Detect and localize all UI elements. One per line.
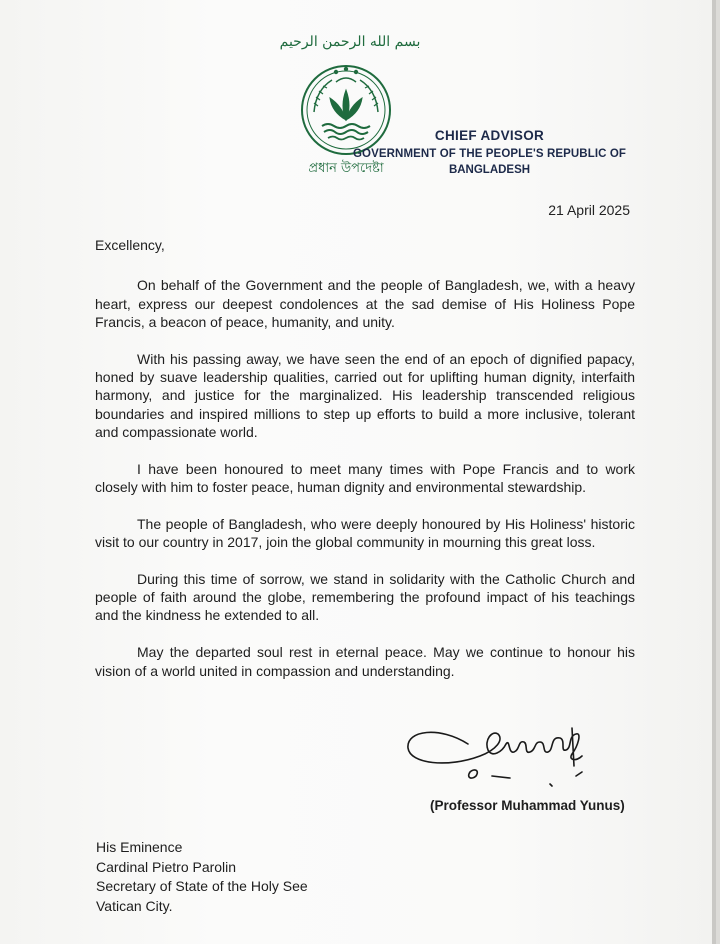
letterhead-government: GOVERNMENT OF THE PEOPLE'S REPUBLIC OF	[353, 148, 626, 160]
signer-name: (Professor Muhammad Yunus)	[430, 798, 625, 813]
body-paragraph: I have been honoured to meet many times with Pope Francis and to work closely with him to foster peace, human dignity and environmental stewardship.	[95, 460, 635, 495]
salutation: Excellency,	[95, 237, 165, 253]
body-paragraph: On behalf of the Government and the people of Bangladesh, we, with a heavy heart, express our deepest condolences at the sad demise of His Holiness Pope Francis, a beacon of peace, humanity, and unity.	[95, 277, 635, 330]
page-edge-shadow	[712, 0, 716, 944]
body-paragraph: May the departed soul rest in eternal peace. May we continue to honour his vision of a world united in compassion and understanding.	[95, 644, 635, 679]
letterhead-title: CHIEF ADVISOR	[434, 128, 545, 143]
letterhead	[353, 128, 626, 176]
letterhead-country: BANGLADESH	[448, 164, 531, 176]
recipient-line: Cardinal Pietro Parolin	[96, 858, 237, 875]
recipient-address	[96, 838, 308, 916]
recipient-line: Secretary of State of the Holy See	[96, 878, 308, 895]
body-paragraph: With his passing away, we have seen the end of an epoch of dignified papacy, honed by suave leadership qualities, carried out for uplifting human dignity, interfaith harmony, and justice for the marginalized. His leadership transcended religious boundaries and inspired millions to step up efforts to build a more inclusive, tolerant and compassionate world.	[95, 350, 635, 440]
recipient-line: Vatican City.	[96, 897, 173, 914]
body-paragraph: The people of Bangladesh, who were deeply honoured by His Holiness' historic visit to our country in 2017, join the global community in mourning this great loss.	[95, 515, 635, 551]
body-paragraph: During this time of sorrow, we stand in solidarity with the Catholic Church and people of faith around the globe, remembering the profound impact of his teachings and the kindness he extended to all.	[95, 570, 635, 624]
recipient-line: His Eminence	[96, 839, 183, 855]
emblem-script-text: প্রধান উপদেষ্টা	[308, 161, 384, 176]
bismillah-text: بسم الله الرحمن الرحيم	[279, 34, 421, 50]
letter-date: 21 April 2025	[548, 202, 630, 218]
handwritten-signature	[400, 706, 620, 802]
letter-body	[95, 236, 635, 698]
